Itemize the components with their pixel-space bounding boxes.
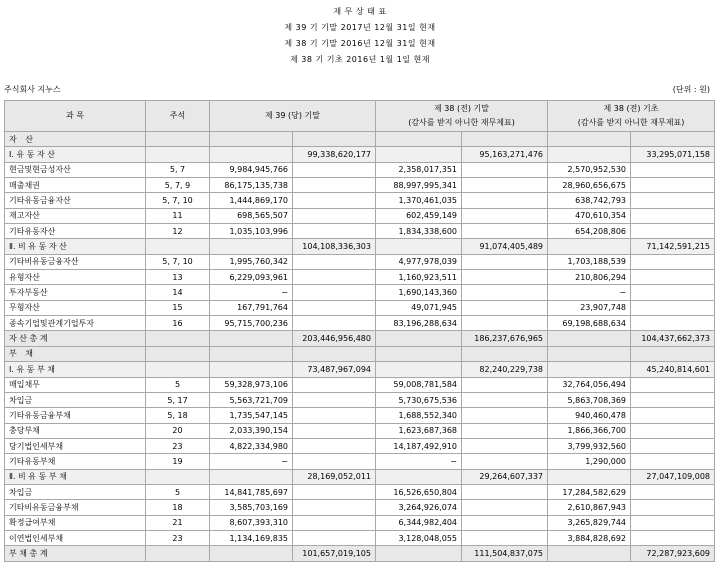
p39-subtotal-cell: 99,338,620,177: [293, 147, 376, 162]
p38-end-detail-cell: 59,008,781,584: [376, 377, 462, 392]
p39-subtotal-cell: [293, 346, 376, 361]
p39-subtotal-cell: [293, 254, 376, 269]
table-row: [5, 208, 715, 223]
p38-end-subtotal-cell: [462, 208, 548, 223]
p38-begin-detail-cell: 1,290,000: [548, 454, 631, 469]
note-cell: 5, 7, 10: [146, 193, 210, 208]
p39-detail-cell: [210, 132, 293, 147]
p39-detail-cell: 1,134,169,835: [210, 530, 293, 545]
account-cell: 기타비유동금융부채: [5, 500, 146, 515]
p39-subtotal-cell: [293, 316, 376, 331]
p38-begin-detail-cell: 69,198,688,634: [548, 316, 631, 331]
p38-begin-subtotal-cell: [631, 392, 715, 407]
p39-subtotal-cell: [293, 162, 376, 177]
p38-end-detail-cell: [376, 346, 462, 361]
note-cell: [146, 147, 210, 162]
unit-label: (단위 : 원): [672, 85, 710, 94]
p39-subtotal-cell: 28,169,052,011: [293, 469, 376, 484]
p38-begin-subtotal-cell: [631, 270, 715, 285]
account-cell: 재고자산: [5, 208, 146, 223]
p38-end-subtotal-cell: 186,237,676,965: [462, 331, 548, 346]
p38-end-subtotal-cell: 95,163,271,476: [462, 147, 548, 162]
p39-detail-cell: 9,984,945,766: [210, 162, 293, 177]
p38-begin-detail-cell: [548, 546, 631, 561]
table-header-row: [5, 101, 715, 132]
account-cell: 차입금: [5, 392, 146, 407]
p38-begin-detail-cell: 3,799,932,560: [548, 438, 631, 453]
p38-begin-detail-cell: 17,284,582,629: [548, 484, 631, 499]
p38-end-detail-cell: 602,459,149: [376, 208, 462, 223]
p39-detail-cell: [210, 147, 293, 162]
account-cell: 부 채: [5, 346, 146, 361]
p39-detail-cell: [210, 362, 293, 377]
note-cell: [146, 469, 210, 484]
p38-begin-detail-cell: 940,460,478: [548, 408, 631, 423]
table-row: [5, 362, 715, 377]
table-row: [5, 178, 715, 193]
note-cell: 5, 17: [146, 392, 210, 407]
p38-begin-detail-cell: 32,764,056,494: [548, 377, 631, 392]
p39-detail-cell: [210, 331, 293, 346]
p38-end-detail-cell: 1,688,552,340: [376, 408, 462, 423]
p38-begin-detail-cell: [548, 469, 631, 484]
balance-sheet-table: [4, 100, 715, 562]
p38-end-detail-cell: 4,977,978,039: [376, 254, 462, 269]
p38-end-detail-cell: 3,128,048,055: [376, 530, 462, 545]
table-row: [5, 438, 715, 453]
table-row: [5, 500, 715, 515]
p38-begin-subtotal-cell: 27,047,109,008: [631, 469, 715, 484]
table-row: [5, 193, 715, 208]
p38-end-subtotal-cell: 111,504,837,075: [462, 546, 548, 561]
p39-subtotal-cell: [293, 224, 376, 239]
p38-begin-detail-cell: [548, 239, 631, 254]
table-row: [5, 546, 715, 561]
p39-subtotal-cell: [293, 132, 376, 147]
p39-subtotal-cell: [293, 300, 376, 315]
p39-subtotal-cell: [293, 193, 376, 208]
p39-detail-cell: 4,822,334,980: [210, 438, 293, 453]
p39-subtotal-cell: [293, 484, 376, 499]
p38-begin-subtotal-cell: [631, 438, 715, 453]
p39-subtotal-cell: [293, 500, 376, 515]
p38-begin-subtotal-cell: [631, 132, 715, 147]
p38-end-detail-cell: 5,730,675,536: [376, 392, 462, 407]
p38-end-subtotal-cell: [462, 408, 548, 423]
p38-end-subtotal-cell: [462, 132, 548, 147]
p38-begin-subtotal-cell: 45,240,814,601: [631, 362, 715, 377]
table-row: [5, 316, 715, 331]
p38-end-subtotal-cell: [462, 438, 548, 453]
note-cell: 15: [146, 300, 210, 315]
p38-begin-subtotal-cell: 71,142,591,215: [631, 239, 715, 254]
note-cell: [146, 362, 210, 377]
company-name: 주식회사 지누스: [4, 85, 61, 94]
p38-begin-subtotal-cell: [631, 530, 715, 545]
table-row: [5, 239, 715, 254]
account-cell: 무형자산: [5, 300, 146, 315]
p38-end-subtotal-cell: [462, 162, 548, 177]
p38-end-detail-cell: 1,623,687,368: [376, 423, 462, 438]
p38-begin-subtotal-cell: [631, 193, 715, 208]
account-cell: 충당부채: [5, 423, 146, 438]
account-cell: 기타비유동금융자산: [5, 254, 146, 269]
p39-detail-cell: 6,229,093,961: [210, 270, 293, 285]
header-period-39: 제 39 (당) 기말: [210, 101, 376, 132]
p39-subtotal-cell: 73,487,967,094: [293, 362, 376, 377]
header-note: 주석: [146, 101, 210, 132]
note-cell: [146, 239, 210, 254]
p38-begin-subtotal-cell: [631, 178, 715, 193]
note-cell: 13: [146, 270, 210, 285]
p38-begin-detail-cell: 2,570,952,530: [548, 162, 631, 177]
table-row: [5, 300, 715, 315]
account-cell: Ⅱ. 비 유 동 자 산: [5, 239, 146, 254]
account-cell: 기타유동자산: [5, 224, 146, 239]
p39-detail-cell: 95,715,700,236: [210, 316, 293, 331]
p38-end-detail-cell: [376, 362, 462, 377]
note-cell: 5, 7, 10: [146, 254, 210, 269]
p38-end-subtotal-cell: [462, 193, 548, 208]
p38-end-subtotal-cell: [462, 515, 548, 530]
p38-end-subtotal-cell: [462, 285, 548, 300]
p39-subtotal-cell: [293, 208, 376, 223]
note-cell: 23: [146, 530, 210, 545]
p38-end-subtotal-cell: [462, 316, 548, 331]
p39-detail-cell: 167,791,764: [210, 300, 293, 315]
account-cell: 매입채무: [5, 377, 146, 392]
p38-end-subtotal-cell: [462, 392, 548, 407]
p39-detail-cell: [210, 346, 293, 361]
p38-end-detail-cell: −: [376, 454, 462, 469]
p38-begin-detail-cell: 1,703,188,539: [548, 254, 631, 269]
p38-end-detail-cell: 1,160,923,511: [376, 270, 462, 285]
account-cell: 기타유동금융자산: [5, 193, 146, 208]
note-cell: [146, 132, 210, 147]
p38-end-subtotal-cell: 91,074,405,489: [462, 239, 548, 254]
p39-detail-cell: 3,585,703,169: [210, 500, 293, 515]
note-cell: 5, 18: [146, 408, 210, 423]
p38-begin-detail-cell: [548, 132, 631, 147]
account-cell: 종속기업및관계기업투자: [5, 316, 146, 331]
p38-end-detail-cell: 16,526,650,804: [376, 484, 462, 499]
statement-title: 재 무 상 태 표: [333, 7, 387, 16]
note-cell: 5, 7: [146, 162, 210, 177]
p38-begin-subtotal-cell: [631, 300, 715, 315]
table-row: [5, 377, 715, 392]
p39-detail-cell: [210, 239, 293, 254]
p38-end-detail-cell: 3,264,926,074: [376, 500, 462, 515]
p38-begin-detail-cell: 2,610,867,943: [548, 500, 631, 515]
p38-begin-subtotal-cell: [631, 208, 715, 223]
account-cell: Ⅰ. 유 동 부 채: [5, 362, 146, 377]
p38-end-detail-cell: 1,370,461,035: [376, 193, 462, 208]
p38-end-detail-cell: 83,196,288,634: [376, 316, 462, 331]
table-row: [5, 285, 715, 300]
note-cell: 20: [146, 423, 210, 438]
p39-subtotal-cell: [293, 438, 376, 453]
p38-begin-detail-cell: [548, 331, 631, 346]
p38-end-detail-cell: 1,690,143,360: [376, 285, 462, 300]
p39-subtotal-cell: 104,108,336,303: [293, 239, 376, 254]
account-cell: 기타유동부채: [5, 454, 146, 469]
p39-detail-cell: [210, 469, 293, 484]
note-cell: 23: [146, 438, 210, 453]
p38-end-detail-cell: [376, 469, 462, 484]
period-line-2: 제 38 기 기말 2016년 12월 31일 현재: [284, 39, 436, 48]
p39-subtotal-cell: [293, 270, 376, 285]
p38-begin-detail-cell: −: [548, 285, 631, 300]
p38-end-detail-cell: 14,187,492,910: [376, 438, 462, 453]
p38-end-detail-cell: 1,834,338,600: [376, 224, 462, 239]
note-cell: 12: [146, 224, 210, 239]
p38-end-detail-cell: [376, 331, 462, 346]
p39-detail-cell: [210, 546, 293, 561]
p38-end-subtotal-cell: 82,240,229,738: [462, 362, 548, 377]
p38-begin-subtotal-cell: [631, 423, 715, 438]
p38-begin-detail-cell: 5,863,708,369: [548, 392, 631, 407]
p38-end-detail-cell: [376, 147, 462, 162]
p39-detail-cell: 14,841,785,697: [210, 484, 293, 499]
p38-end-detail-cell: [376, 546, 462, 561]
account-cell: Ⅰ. 유 동 자 산: [5, 147, 146, 162]
p38-end-subtotal-cell: [462, 270, 548, 285]
p38-end-subtotal-cell: [462, 423, 548, 438]
p38-begin-detail-cell: 210,806,294: [548, 270, 631, 285]
table-row: [5, 530, 715, 545]
p39-detail-cell: −: [210, 285, 293, 300]
note-cell: 19: [146, 454, 210, 469]
account-cell: 당기법인세부채: [5, 438, 146, 453]
p38-end-subtotal-cell: [462, 454, 548, 469]
p38-end-subtotal-cell: [462, 224, 548, 239]
note-cell: 5: [146, 377, 210, 392]
p39-subtotal-cell: [293, 178, 376, 193]
account-cell: 자 산 총 계: [5, 331, 146, 346]
account-cell: 확정급여부채: [5, 515, 146, 530]
p38-begin-detail-cell: 654,208,806: [548, 224, 631, 239]
p38-begin-subtotal-cell: [631, 254, 715, 269]
p39-subtotal-cell: 101,657,019,105: [293, 546, 376, 561]
account-cell: 기타유동금융부채: [5, 408, 146, 423]
p38-begin-detail-cell: [548, 346, 631, 361]
p38-end-detail-cell: [376, 239, 462, 254]
p38-begin-detail-cell: [548, 147, 631, 162]
note-cell: [146, 346, 210, 361]
account-cell: 이연법인세부채: [5, 530, 146, 545]
p39-detail-cell: 86,175,135,738: [210, 178, 293, 193]
p38-begin-subtotal-cell: [631, 454, 715, 469]
p39-detail-cell: 698,565,507: [210, 208, 293, 223]
table-row: [5, 270, 715, 285]
p39-detail-cell: 1,035,103,996: [210, 224, 293, 239]
table-row: [5, 254, 715, 269]
p39-detail-cell: 1,735,547,145: [210, 408, 293, 423]
account-cell: 매출채권: [5, 178, 146, 193]
p39-subtotal-cell: [293, 423, 376, 438]
p38-end-subtotal-cell: [462, 300, 548, 315]
p38-begin-subtotal-cell: [631, 408, 715, 423]
p38-end-detail-cell: 49,071,945: [376, 300, 462, 315]
note-cell: 5, 7, 9: [146, 178, 210, 193]
p38-end-subtotal-cell: [462, 178, 548, 193]
p39-detail-cell: 5,563,721,709: [210, 392, 293, 407]
p38-end-subtotal-cell: [462, 484, 548, 499]
table-row: [5, 454, 715, 469]
table-row: [5, 132, 715, 147]
table-row: [5, 392, 715, 407]
p38-end-subtotal-cell: [462, 500, 548, 515]
table-row: [5, 331, 715, 346]
p39-subtotal-cell: [293, 530, 376, 545]
p39-detail-cell: 1,995,760,342: [210, 254, 293, 269]
note-cell: 16: [146, 316, 210, 331]
period-line-1: 제 39 기 기말 2017년 12월 31일 현재: [284, 23, 436, 32]
p38-begin-detail-cell: 3,884,828,692: [548, 530, 631, 545]
note-cell: [146, 546, 210, 561]
p38-begin-subtotal-cell: [631, 484, 715, 499]
p38-end-detail-cell: [376, 132, 462, 147]
account-cell: 자 산: [5, 132, 146, 147]
p39-subtotal-cell: [293, 285, 376, 300]
note-cell: [146, 331, 210, 346]
p39-detail-cell: 2,033,390,154: [210, 423, 293, 438]
p38-begin-subtotal-cell: [631, 285, 715, 300]
table-row: [5, 346, 715, 361]
p38-begin-subtotal-cell: [631, 316, 715, 331]
p38-begin-detail-cell: 638,742,793: [548, 193, 631, 208]
p38-begin-detail-cell: 28,960,656,675: [548, 178, 631, 193]
table-row: [5, 484, 715, 499]
account-cell: 투자부동산: [5, 285, 146, 300]
table-row: [5, 515, 715, 530]
account-cell: 부 채 총 계: [5, 546, 146, 561]
p39-subtotal-cell: [293, 454, 376, 469]
p39-detail-cell: 8,607,393,310: [210, 515, 293, 530]
p38-begin-detail-cell: 23,907,748: [548, 300, 631, 315]
p39-detail-cell: 1,444,869,170: [210, 193, 293, 208]
note-cell: 14: [146, 285, 210, 300]
p38-begin-subtotal-cell: [631, 515, 715, 530]
p38-end-detail-cell: 2,358,017,351: [376, 162, 462, 177]
p38-begin-detail-cell: 1,866,366,700: [548, 423, 631, 438]
p39-subtotal-cell: [293, 408, 376, 423]
p38-begin-subtotal-cell: [631, 500, 715, 515]
table-row: [5, 147, 715, 162]
note-cell: 11: [146, 208, 210, 223]
p38-end-subtotal-cell: [462, 377, 548, 392]
note-cell: 18: [146, 500, 210, 515]
p38-begin-subtotal-cell: [631, 346, 715, 361]
p38-begin-subtotal-cell: [631, 224, 715, 239]
p38-end-subtotal-cell: 29,264,607,337: [462, 469, 548, 484]
p38-begin-subtotal-cell: 72,287,923,609: [631, 546, 715, 561]
p39-subtotal-cell: [293, 392, 376, 407]
p38-begin-subtotal-cell: 104,437,662,373: [631, 331, 715, 346]
note-cell: 5: [146, 484, 210, 499]
header-period-38-begin: 제 38 (전) 기초 (감사를 받지 아니한 재무제표): [548, 101, 715, 132]
p38-begin-subtotal-cell: [631, 377, 715, 392]
table-row: [5, 469, 715, 484]
p38-end-subtotal-cell: [462, 530, 548, 545]
p38-begin-subtotal-cell: 33,295,071,158: [631, 147, 715, 162]
period-line-3: 제 38 기 기초 2016년 1월 1일 현재: [289, 55, 431, 64]
table-row: [5, 408, 715, 423]
header-account: 과 목: [5, 101, 146, 132]
p38-begin-subtotal-cell: [631, 162, 715, 177]
p38-begin-detail-cell: 3,265,829,744: [548, 515, 631, 530]
table-row: [5, 423, 715, 438]
p38-end-detail-cell: 6,344,982,404: [376, 515, 462, 530]
table-row: [5, 162, 715, 177]
p38-end-subtotal-cell: [462, 254, 548, 269]
account-cell: Ⅱ. 비 유 동 부 채: [5, 469, 146, 484]
p39-detail-cell: −: [210, 454, 293, 469]
p38-begin-detail-cell: 470,610,354: [548, 208, 631, 223]
account-cell: 현금및현금성자산: [5, 162, 146, 177]
p38-begin-detail-cell: [548, 362, 631, 377]
account-cell: 차입금: [5, 484, 146, 499]
header-period-38-end: 제 38 (전) 기말 (감사를 받지 아니한 재무제표): [376, 101, 548, 132]
p38-end-detail-cell: 88,997,995,341: [376, 178, 462, 193]
p39-subtotal-cell: 203,446,956,480: [293, 331, 376, 346]
p39-detail-cell: 59,328,973,106: [210, 377, 293, 392]
p39-subtotal-cell: [293, 377, 376, 392]
table-row: [5, 224, 715, 239]
p39-subtotal-cell: [293, 515, 376, 530]
p38-end-subtotal-cell: [462, 346, 548, 361]
account-cell: 유형자산: [5, 270, 146, 285]
note-cell: 21: [146, 515, 210, 530]
